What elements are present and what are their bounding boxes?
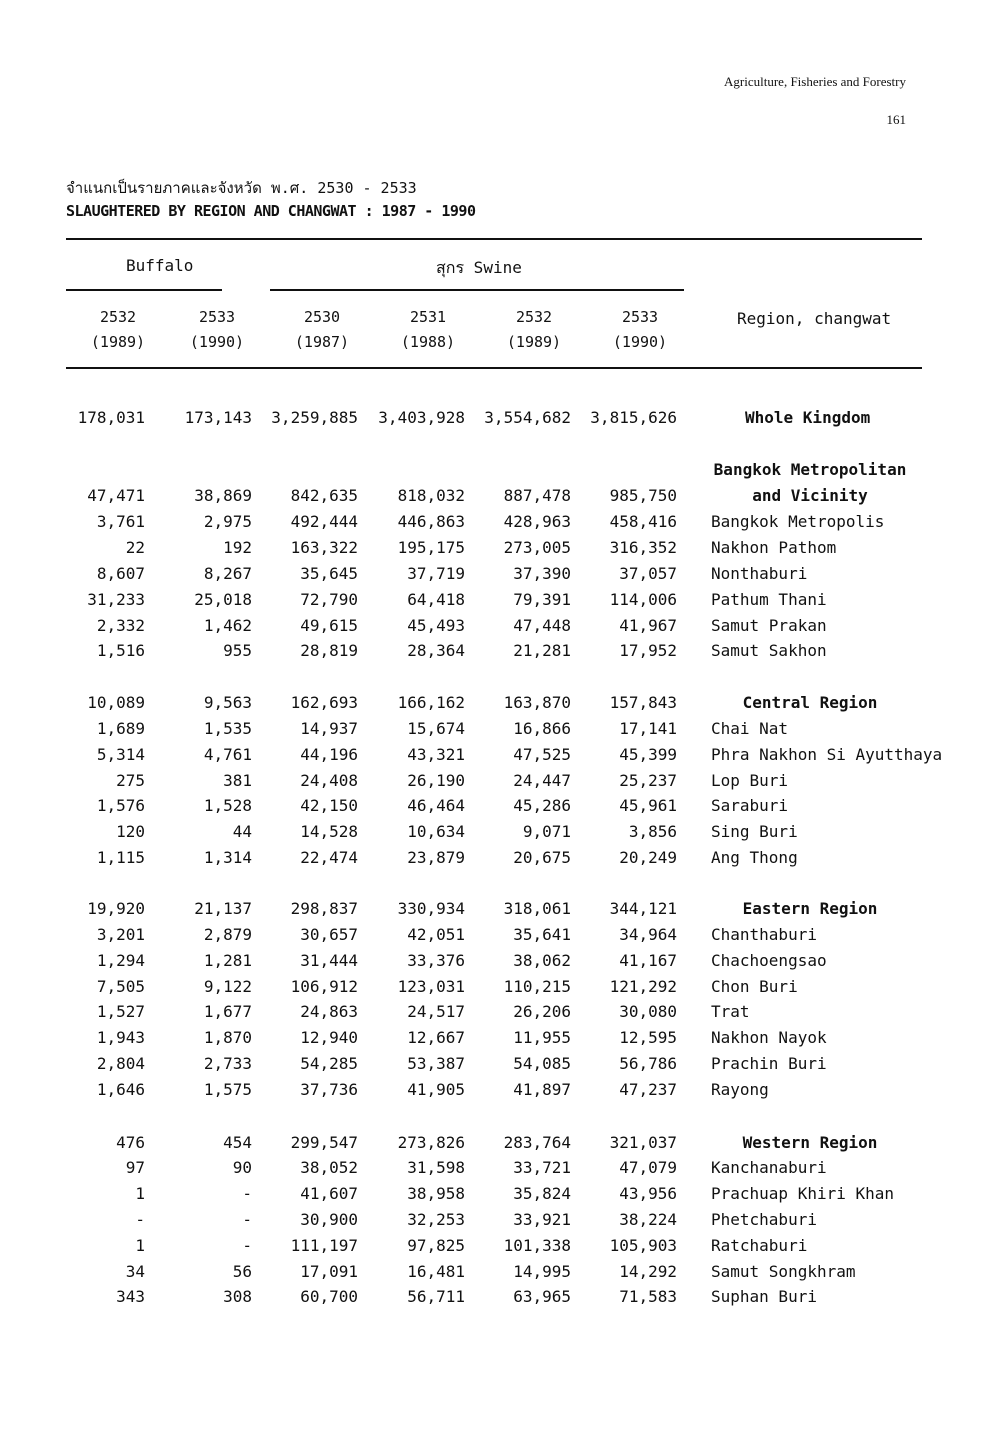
value-cell: 41,967 xyxy=(619,616,677,635)
value-cell: 35,645 xyxy=(300,564,358,583)
row-label: Kanchanaburi xyxy=(711,1158,827,1177)
row-label: Ratchaburi xyxy=(711,1236,808,1255)
value-cell: 16,481 xyxy=(407,1262,465,1281)
value-cell: 12,667 xyxy=(407,1028,465,1047)
value-cell: 34 xyxy=(125,1262,145,1281)
table-row xyxy=(0,564,990,590)
row-label: Phetchaburi xyxy=(711,1210,817,1229)
value-cell: 44,196 xyxy=(300,745,358,764)
table-row xyxy=(0,1236,990,1262)
running-header: Agriculture, Fisheries and Forestry xyxy=(724,74,906,89)
region-row xyxy=(0,486,990,512)
value-cell: 21,281 xyxy=(513,641,571,660)
value-cell: 842,635 xyxy=(290,486,358,505)
row-label: Chachoengsao xyxy=(711,951,827,970)
value-cell: - xyxy=(135,1210,145,1229)
value-cell: 72,790 xyxy=(300,590,358,609)
value-cell: 275 xyxy=(116,771,145,790)
value-cell: 38,062 xyxy=(513,951,571,970)
year-be: 2532 xyxy=(99,308,137,326)
value-cell: 273,005 xyxy=(503,538,571,557)
value-cell: 12,595 xyxy=(619,1028,677,1047)
value-cell: 41,905 xyxy=(407,1080,465,1099)
value-cell: 47,237 xyxy=(619,1080,677,1099)
value-cell: 492,444 xyxy=(290,512,358,531)
value-cell: 43,321 xyxy=(407,745,465,764)
year-ce: (1990) xyxy=(612,333,668,351)
value-cell: 45,961 xyxy=(619,796,677,815)
value-cell: 298,837 xyxy=(290,899,358,918)
value-cell: 41,167 xyxy=(619,951,677,970)
table-row xyxy=(0,1080,990,1106)
table-row xyxy=(0,719,990,745)
year-be: 2533 xyxy=(621,308,659,326)
value-cell: 54,285 xyxy=(300,1054,358,1073)
table-row xyxy=(0,1158,990,1184)
value-cell: 344,121 xyxy=(609,899,677,918)
value-cell: 8,607 xyxy=(96,564,145,583)
value-cell: 1,576 xyxy=(96,796,145,815)
year-ce: (1989) xyxy=(506,333,562,351)
year-be: 2531 xyxy=(409,308,447,326)
value-cell: 15,674 xyxy=(407,719,465,738)
value-cell: 38,958 xyxy=(407,1184,465,1203)
value-cell: 53,387 xyxy=(407,1054,465,1073)
row-label: Samut Songkhram xyxy=(711,1262,856,1281)
value-cell: 887,478 xyxy=(503,486,571,505)
value-cell: 1,646 xyxy=(96,1080,145,1099)
value-cell: 38,224 xyxy=(619,1210,677,1229)
value-cell: 17,141 xyxy=(619,719,677,738)
value-cell: 38,052 xyxy=(300,1158,358,1177)
table-top-rule xyxy=(66,238,922,240)
year-ce: (1988) xyxy=(400,333,456,351)
value-cell: 14,995 xyxy=(513,1262,571,1281)
value-cell: 25,018 xyxy=(194,590,252,609)
value-cell: 1,870 xyxy=(203,1028,252,1047)
value-cell: 101,338 xyxy=(503,1236,571,1255)
table-row xyxy=(0,771,990,797)
row-label: Pathum Thani xyxy=(711,590,827,609)
year-ce: (1990) xyxy=(189,333,245,351)
value-cell: 97 xyxy=(125,1158,145,1177)
value-cell: 56,786 xyxy=(619,1054,677,1073)
value-cell: 1,528 xyxy=(203,796,252,815)
row-label: Samut Prakan xyxy=(711,616,827,635)
row-label: Saraburi xyxy=(711,796,789,815)
row-label: Nakhon Nayok xyxy=(711,1028,827,1047)
table-row xyxy=(0,1028,990,1054)
value-cell: 111,197 xyxy=(290,1236,358,1255)
value-cell: 446,863 xyxy=(397,512,465,531)
value-cell: 31,233 xyxy=(87,590,145,609)
value-cell: 163,870 xyxy=(503,693,571,712)
value-cell: 47,525 xyxy=(513,745,571,764)
value-cell: 1,943 xyxy=(96,1028,145,1047)
value-cell: 24,863 xyxy=(300,1002,358,1021)
value-cell: 1,314 xyxy=(203,848,252,867)
value-cell: 90 xyxy=(232,1158,252,1177)
year-header-col-5 xyxy=(499,305,569,355)
row-label: Phra Nakhon Si Ayutthaya xyxy=(711,745,943,764)
row-label: Chai Nat xyxy=(711,719,789,738)
value-cell: 25,237 xyxy=(619,771,677,790)
row-label: Prachuap Khiri Khan xyxy=(711,1184,895,1203)
value-cell: 110,215 xyxy=(503,977,571,996)
value-cell: 35,641 xyxy=(513,925,571,944)
row-label: Bangkok Metropolis xyxy=(711,512,885,531)
value-cell: 71,583 xyxy=(619,1287,677,1306)
year-be: 2533 xyxy=(198,308,236,326)
value-cell: 45,286 xyxy=(513,796,571,815)
region-row xyxy=(0,1133,990,1159)
row-label: Prachin Buri xyxy=(711,1054,827,1073)
row-label: Bangkok Metropolitan xyxy=(713,460,907,479)
buffalo-group-rule xyxy=(66,289,222,291)
value-cell: 28,364 xyxy=(407,641,465,660)
value-cell: 1,115 xyxy=(96,848,145,867)
table-row xyxy=(0,1054,990,1080)
row-label: Nonthaburi xyxy=(711,564,808,583)
value-cell: - xyxy=(242,1184,252,1203)
value-cell: 985,750 xyxy=(609,486,677,505)
value-cell: 955 xyxy=(223,641,252,660)
value-cell: 343 xyxy=(116,1287,145,1306)
value-cell: 42,150 xyxy=(300,796,358,815)
row-label: Ang Thong xyxy=(711,848,798,867)
value-cell: 23,879 xyxy=(407,848,465,867)
value-cell: 47,448 xyxy=(513,616,571,635)
value-cell: 47,471 xyxy=(87,486,145,505)
value-cell: 476 xyxy=(116,1133,145,1152)
year-be: 2530 xyxy=(303,308,341,326)
value-cell: 273,826 xyxy=(397,1133,465,1152)
value-cell: 163,322 xyxy=(290,538,358,557)
region-row xyxy=(0,899,990,925)
value-cell: 114,006 xyxy=(609,590,677,609)
value-cell: 16,866 xyxy=(513,719,571,738)
table-row xyxy=(0,745,990,771)
value-cell: 20,249 xyxy=(619,848,677,867)
value-cell: 56 xyxy=(232,1262,252,1281)
value-cell: 14,937 xyxy=(300,719,358,738)
value-cell: 1,294 xyxy=(96,951,145,970)
swine-group-header: สุกร Swine xyxy=(436,258,522,277)
value-cell: 2,879 xyxy=(203,925,252,944)
value-cell: 60,700 xyxy=(300,1287,358,1306)
value-cell: 37,057 xyxy=(619,564,677,583)
value-cell: 4,761 xyxy=(203,745,252,764)
value-cell: 3,856 xyxy=(628,822,677,841)
table-row xyxy=(0,590,990,616)
value-cell: 14,528 xyxy=(300,822,358,841)
value-cell: 178,031 xyxy=(77,408,145,427)
row-label: Chanthaburi xyxy=(711,925,817,944)
value-cell: 330,934 xyxy=(397,899,465,918)
table-row xyxy=(0,1262,990,1288)
value-cell: 26,190 xyxy=(407,771,465,790)
region-row xyxy=(0,460,990,486)
table-row xyxy=(0,1184,990,1210)
table-title-english: SLAUGHTERED BY REGION AND CHANGWAT : 1987 - 1990 xyxy=(66,202,476,220)
value-cell: 37,736 xyxy=(300,1080,358,1099)
row-label: Samut Sakhon xyxy=(711,641,827,660)
row-label: Rayong xyxy=(711,1080,769,1099)
table-row xyxy=(0,822,990,848)
value-cell: 30,900 xyxy=(300,1210,358,1229)
value-cell: 316,352 xyxy=(609,538,677,557)
value-cell: 9,071 xyxy=(522,822,571,841)
table-row xyxy=(0,538,990,564)
value-cell: 12,940 xyxy=(300,1028,358,1047)
value-cell: 10,089 xyxy=(87,693,145,712)
value-cell: 106,912 xyxy=(290,977,358,996)
value-cell: 24,447 xyxy=(513,771,571,790)
value-cell: 2,975 xyxy=(203,512,252,531)
value-cell: 97,825 xyxy=(407,1236,465,1255)
year-header-col-3 xyxy=(287,305,357,355)
value-cell: 43,956 xyxy=(619,1184,677,1203)
value-cell: - xyxy=(242,1236,252,1255)
year-header-col-2 xyxy=(182,305,252,355)
row-label: Sing Buri xyxy=(711,822,798,841)
value-cell: 818,032 xyxy=(397,486,465,505)
value-cell: 1,527 xyxy=(96,1002,145,1021)
region-changwat-header: Region, changwat xyxy=(737,309,892,328)
value-cell: 3,761 xyxy=(96,512,145,531)
value-cell: 283,764 xyxy=(503,1133,571,1152)
value-cell: 14,292 xyxy=(619,1262,677,1281)
value-cell: 458,416 xyxy=(609,512,677,531)
value-cell: 9,122 xyxy=(203,977,252,996)
value-cell: 120 xyxy=(116,822,145,841)
value-cell: 381 xyxy=(223,771,252,790)
value-cell: 46,464 xyxy=(407,796,465,815)
value-cell: 33,921 xyxy=(513,1210,571,1229)
row-label: Western Region xyxy=(742,1133,878,1152)
value-cell: 308 xyxy=(223,1287,252,1306)
row-label: Lop Buri xyxy=(711,771,789,790)
value-cell: 1,516 xyxy=(96,641,145,660)
value-cell: 22,474 xyxy=(300,848,358,867)
table-row xyxy=(0,616,990,642)
year-header-col-4 xyxy=(393,305,463,355)
value-cell: 42,051 xyxy=(407,925,465,944)
buffalo-group-header: Buffalo xyxy=(126,256,194,275)
value-cell: 45,493 xyxy=(407,616,465,635)
value-cell: 37,719 xyxy=(407,564,465,583)
row-label: Suphan Buri xyxy=(711,1287,817,1306)
table-row xyxy=(0,925,990,951)
value-cell: 45,399 xyxy=(619,745,677,764)
value-cell: 28,819 xyxy=(300,641,358,660)
value-cell: 1,689 xyxy=(96,719,145,738)
value-cell: 166,162 xyxy=(397,693,465,712)
row-label: Trat xyxy=(711,1002,750,1021)
row-label: Whole Kingdom xyxy=(745,408,871,427)
value-cell: 21,137 xyxy=(194,899,252,918)
value-cell: 1,462 xyxy=(203,616,252,635)
region-row xyxy=(0,693,990,719)
total-row xyxy=(0,408,990,434)
value-cell: 31,444 xyxy=(300,951,358,970)
value-cell: 35,824 xyxy=(513,1184,571,1203)
table-row xyxy=(0,1210,990,1236)
value-cell: 41,607 xyxy=(300,1184,358,1203)
row-label: and Vicinity xyxy=(752,486,868,505)
value-cell: 2,733 xyxy=(203,1054,252,1073)
value-cell: 195,175 xyxy=(397,538,465,557)
value-cell: 3,403,928 xyxy=(378,408,465,427)
value-cell: 1 xyxy=(135,1236,145,1255)
value-cell: 37,390 xyxy=(513,564,571,583)
value-cell: 8,267 xyxy=(203,564,252,583)
value-cell: 22 xyxy=(125,538,145,557)
value-cell: 17,091 xyxy=(300,1262,358,1281)
value-cell: 123,031 xyxy=(397,977,465,996)
value-cell: 3,259,885 xyxy=(271,408,358,427)
table-row xyxy=(0,951,990,977)
value-cell: 105,903 xyxy=(609,1236,677,1255)
value-cell: 3,554,682 xyxy=(484,408,571,427)
value-cell: 32,253 xyxy=(407,1210,465,1229)
value-cell: 38,869 xyxy=(194,486,252,505)
row-label: Central Region xyxy=(742,693,878,712)
value-cell: 2,332 xyxy=(96,616,145,635)
value-cell: 173,143 xyxy=(184,408,252,427)
value-cell: 192 xyxy=(223,538,252,557)
value-cell: 34,964 xyxy=(619,925,677,944)
header-bottom-rule xyxy=(66,367,922,369)
table-row xyxy=(0,1287,990,1313)
value-cell: 49,615 xyxy=(300,616,358,635)
table-title-thai: จำแนกเป็นรายภาคและจังหวัด พ.ศ. 2530 - 2533 xyxy=(66,179,417,197)
value-cell: 7,505 xyxy=(96,977,145,996)
value-cell: 56,711 xyxy=(407,1287,465,1306)
value-cell: 1,281 xyxy=(203,951,252,970)
value-cell: 10,634 xyxy=(407,822,465,841)
value-cell: 162,693 xyxy=(290,693,358,712)
value-cell: 321,037 xyxy=(609,1133,677,1152)
value-cell: 454 xyxy=(223,1133,252,1152)
value-cell: 157,843 xyxy=(609,693,677,712)
table-row xyxy=(0,848,990,874)
value-cell: 121,292 xyxy=(609,977,677,996)
value-cell: 428,963 xyxy=(503,512,571,531)
value-cell: 17,952 xyxy=(619,641,677,660)
value-cell: 20,675 xyxy=(513,848,571,867)
value-cell: 30,080 xyxy=(619,1002,677,1021)
year-header-col-6 xyxy=(605,305,675,355)
value-cell: 1,535 xyxy=(203,719,252,738)
row-label: Eastern Region xyxy=(742,899,878,918)
value-cell: 33,376 xyxy=(407,951,465,970)
value-cell: 33,721 xyxy=(513,1158,571,1177)
value-cell: 54,085 xyxy=(513,1054,571,1073)
year-header-col-1 xyxy=(83,305,153,355)
value-cell: 299,547 xyxy=(290,1133,358,1152)
value-cell: 47,079 xyxy=(619,1158,677,1177)
value-cell: 31,598 xyxy=(407,1158,465,1177)
year-ce: (1987) xyxy=(294,333,350,351)
value-cell: 64,418 xyxy=(407,590,465,609)
table-row xyxy=(0,512,990,538)
value-cell: 11,955 xyxy=(513,1028,571,1047)
year-ce: (1989) xyxy=(90,333,146,351)
value-cell: 1 xyxy=(135,1184,145,1203)
row-label: Nakhon Pathom xyxy=(711,538,837,557)
value-cell: 30,657 xyxy=(300,925,358,944)
value-cell: 318,061 xyxy=(503,899,571,918)
value-cell: 3,815,626 xyxy=(590,408,677,427)
value-cell: 5,314 xyxy=(96,745,145,764)
year-be: 2532 xyxy=(515,308,553,326)
value-cell: 63,965 xyxy=(513,1287,571,1306)
swine-group-rule xyxy=(270,289,684,291)
value-cell: 1,575 xyxy=(203,1080,252,1099)
value-cell: 24,408 xyxy=(300,771,358,790)
table-row xyxy=(0,1002,990,1028)
value-cell: 19,920 xyxy=(87,899,145,918)
value-cell: 44 xyxy=(232,822,252,841)
row-label: Chon Buri xyxy=(711,977,798,996)
value-cell: 1,677 xyxy=(203,1002,252,1021)
value-cell: 41,897 xyxy=(513,1080,571,1099)
value-cell: - xyxy=(242,1210,252,1229)
value-cell: 24,517 xyxy=(407,1002,465,1021)
page-number: 161 xyxy=(886,112,906,127)
value-cell: 2,804 xyxy=(96,1054,145,1073)
value-cell: 3,201 xyxy=(96,925,145,944)
value-cell: 9,563 xyxy=(203,693,252,712)
value-cell: 79,391 xyxy=(513,590,571,609)
value-cell: 26,206 xyxy=(513,1002,571,1021)
table-row xyxy=(0,641,990,667)
table-row xyxy=(0,796,990,822)
table-row xyxy=(0,977,990,1003)
